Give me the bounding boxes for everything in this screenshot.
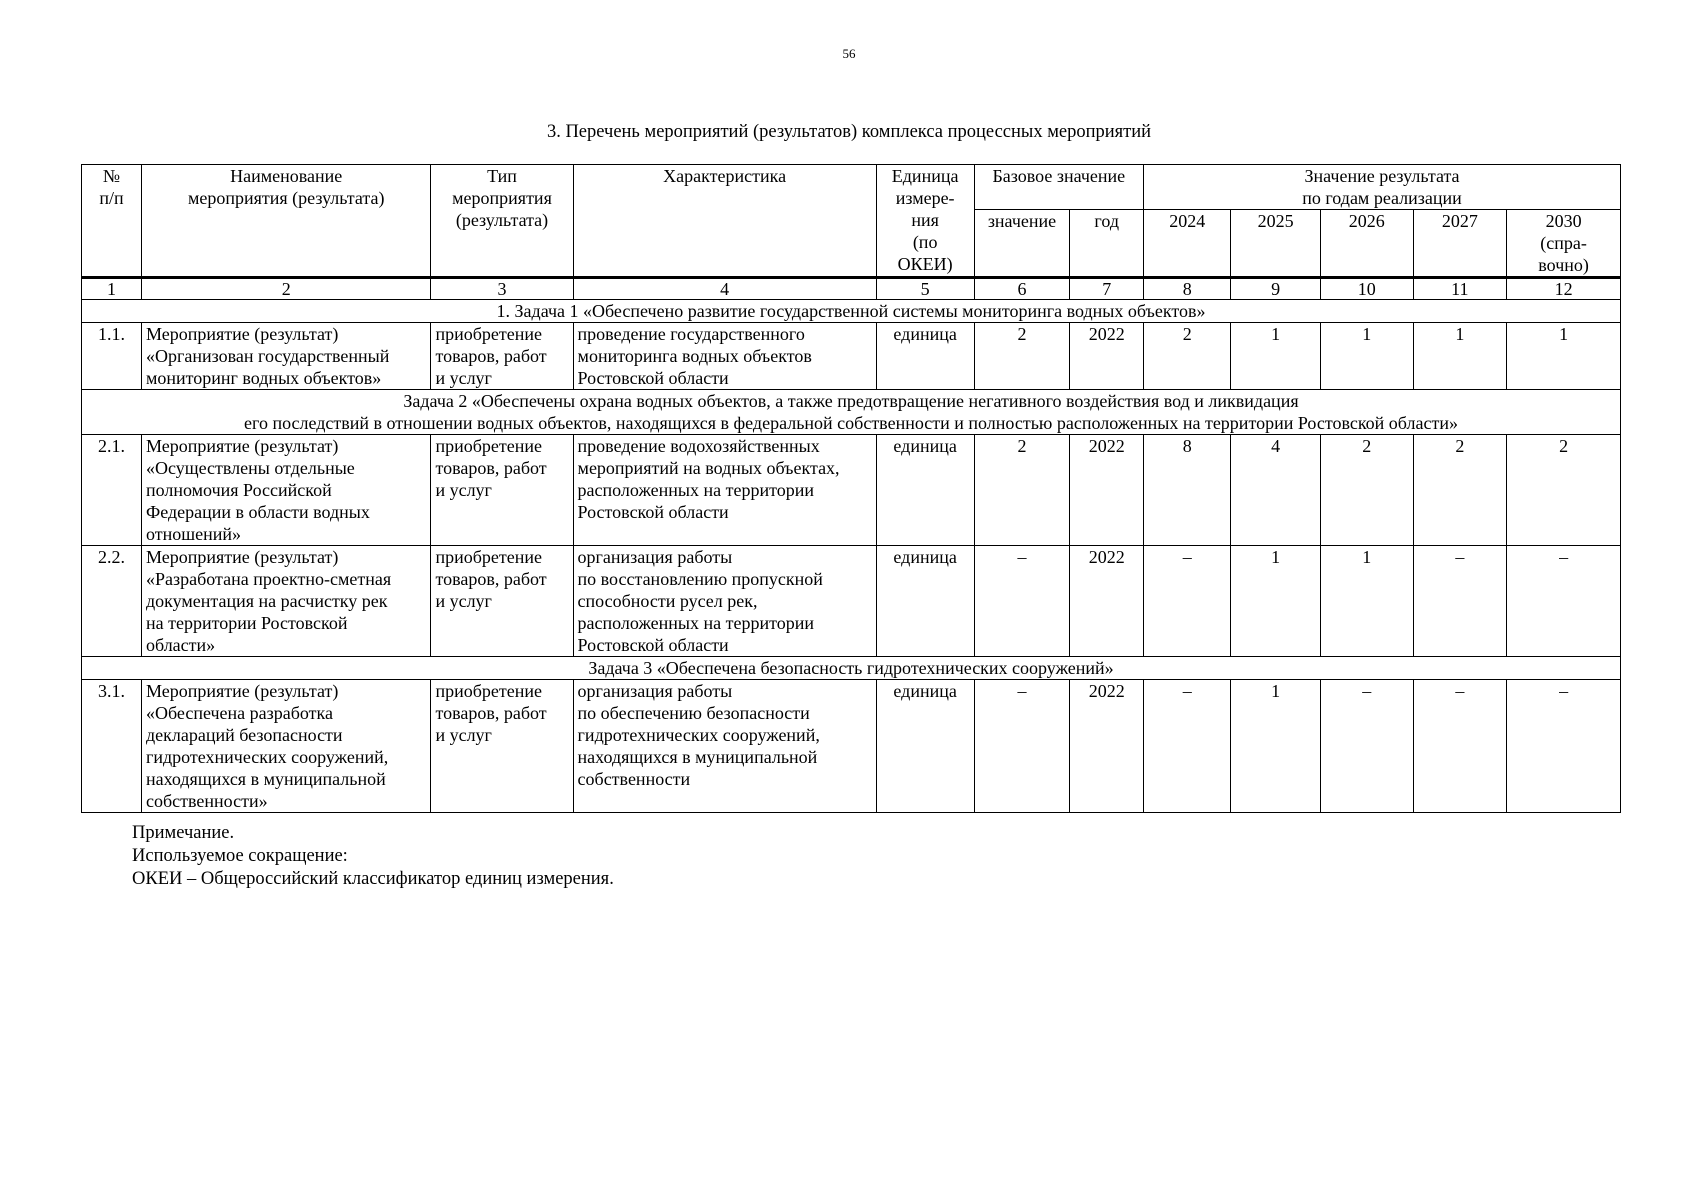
text-line: его последствий в отношении водных объектов, находящихся в федеральной собственности и полностью расположенных на территории Ростовской области» <box>244 413 1458 433</box>
text-line: товаров, работ <box>435 569 547 589</box>
column-number: 3 <box>431 278 573 300</box>
text-line: Мероприятие (результат) <box>145 681 339 701</box>
row-value-2027: – <box>1413 546 1507 657</box>
page-title: 3. Перечень мероприятий (результатов) комплекса процессных мероприятий <box>546 122 1152 142</box>
text-line: организация работы <box>577 681 733 701</box>
column-number: 5 <box>876 278 974 300</box>
row-base-year: 2022 <box>1070 546 1144 657</box>
row-base-value: 2 <box>974 323 1070 390</box>
row-num: 2.2. <box>82 546 142 657</box>
text-line: «Организован государственный <box>145 346 390 366</box>
text-line: мониторинг водных объектов» <box>145 368 382 388</box>
column-number: 10 <box>1320 278 1413 300</box>
header-year-2026: 2026 <box>1320 210 1413 278</box>
row-unit: единица <box>876 546 974 657</box>
text-line: мероприятия <box>452 188 552 208</box>
text-line: товаров, работ <box>435 458 547 478</box>
text-line: расположенных на территории <box>577 480 815 500</box>
text-line: Мероприятие (результат) <box>145 436 339 456</box>
text-line: организация работы <box>577 547 733 567</box>
text-line: Наименование <box>230 166 343 186</box>
text-line: ОКЕИ) <box>897 254 953 274</box>
row-base-value: – <box>974 680 1070 813</box>
header-type <box>431 165 573 278</box>
row-value-2024: 2 <box>1144 323 1231 390</box>
column-number: 12 <box>1507 278 1621 300</box>
column-number: 7 <box>1070 278 1144 300</box>
row-name <box>141 546 430 657</box>
text-line: «Разработана проектно-сметная <box>145 569 392 589</box>
row-value-2026: 1 <box>1320 546 1413 657</box>
text-line: Ростовской области <box>577 368 729 388</box>
row-value-2025: 1 <box>1231 680 1320 813</box>
text-line: приобретение <box>435 436 542 456</box>
text-line: гидротехнических сооружений, <box>145 747 389 767</box>
header-base: Базовое значение <box>974 165 1143 210</box>
text-line: Мероприятие (результат) <box>145 547 339 567</box>
text-line: мероприятия (результата) <box>187 188 385 208</box>
table-row <box>82 680 1621 813</box>
row-value-2026: – <box>1320 680 1413 813</box>
row-value-2025: 4 <box>1231 435 1320 546</box>
header-year-2024: 2024 <box>1144 210 1231 278</box>
text-line: (спра- <box>1540 233 1587 253</box>
row-unit: единица <box>876 323 974 390</box>
column-number: 11 <box>1413 278 1507 300</box>
row-value-2030: – <box>1507 680 1621 813</box>
header-year-2027: 2027 <box>1413 210 1507 278</box>
text-line: по обеспечению безопасности <box>577 703 810 723</box>
row-value-2030: 1 <box>1507 323 1621 390</box>
header-name <box>141 165 430 278</box>
text-line: гидротехнических сооружений, <box>577 725 820 745</box>
text-line: полномочия Российской <box>145 480 332 500</box>
text-line: приобретение <box>435 547 542 567</box>
text-line: № <box>102 166 121 186</box>
column-number: 1 <box>82 278 142 300</box>
text-line: товаров, работ <box>435 346 547 366</box>
text-line: способности русел рек, <box>577 591 758 611</box>
table-row <box>82 546 1621 657</box>
text-line: и услуг <box>435 368 492 388</box>
text-line: Значение результата <box>1304 166 1460 186</box>
row-value-2025: 1 <box>1231 323 1320 390</box>
text-line: находящихся в муниципальной <box>145 769 386 789</box>
row-name <box>141 680 430 813</box>
row-value-2027: 1 <box>1413 323 1507 390</box>
text-line: Задача 2 «Обеспечены охрана водных объектов, а также предотвращение негативного воздействия вод и ликвидация <box>403 391 1299 411</box>
text-line: по восстановлению пропускной <box>577 569 823 589</box>
header-year-2030 <box>1507 210 1621 278</box>
row-name <box>141 435 430 546</box>
row-characteristic <box>573 546 876 657</box>
text-line: проведение водохозяйственных <box>577 436 820 456</box>
table-row <box>82 323 1621 390</box>
text-line: измере- <box>895 188 955 208</box>
row-type <box>431 680 573 813</box>
column-numbers-row <box>82 278 1621 300</box>
row-base-value: 2 <box>974 435 1070 546</box>
task-2-row <box>82 390 1621 435</box>
task-2-heading <box>82 390 1621 435</box>
header-base-year: год <box>1070 210 1144 278</box>
row-num: 3.1. <box>82 680 142 813</box>
row-characteristic <box>573 680 876 813</box>
text-line: Федерации в области водных <box>145 502 370 522</box>
text-line: Ростовской области <box>577 502 729 522</box>
text-line: «Обеспечена разработка <box>145 703 334 723</box>
row-type <box>431 323 573 390</box>
header-year-2025: 2025 <box>1231 210 1320 278</box>
text-line: «Осуществлены отдельные <box>145 458 355 478</box>
row-value-2025: 1 <box>1231 546 1320 657</box>
page-number: 56 <box>842 46 856 61</box>
text-line: находящихся в муниципальной <box>577 747 818 767</box>
measures-table <box>81 164 1621 813</box>
footnote-line: Используемое сокращение: <box>132 846 348 866</box>
row-value-2024: 8 <box>1144 435 1231 546</box>
row-base-year: 2022 <box>1070 680 1144 813</box>
header-unit <box>876 165 974 278</box>
table-row <box>82 435 1621 546</box>
text-line: приобретение <box>435 681 542 701</box>
text-line: вочно) <box>1538 255 1589 275</box>
row-value-2027: – <box>1413 680 1507 813</box>
row-value-2026: 1 <box>1320 323 1413 390</box>
header-characteristic: Характеристика <box>573 165 876 278</box>
text-line: документация на расчистку рек <box>145 591 388 611</box>
column-number: 8 <box>1144 278 1231 300</box>
footnote-line: ОКЕИ – Общероссийский классификатор единиц измерения. <box>132 869 614 889</box>
text-line: (результата) <box>455 210 549 230</box>
text-line: (по <box>912 232 938 252</box>
row-num: 1.1. <box>82 323 142 390</box>
text-line: Мероприятие (результат) <box>145 324 339 344</box>
text-line: области» <box>145 635 216 655</box>
footnote-heading: Примечание. <box>132 823 235 843</box>
task-1-row <box>82 300 1621 323</box>
row-characteristic <box>573 435 876 546</box>
text-line: мониторинга водных объектов <box>577 346 812 366</box>
text-line: приобретение <box>435 324 542 344</box>
row-value-2024: – <box>1144 680 1231 813</box>
text-line: товаров, работ <box>435 703 547 723</box>
text-line: мероприятий на водных объектах, <box>577 458 840 478</box>
row-unit: единица <box>876 435 974 546</box>
text-line: расположенных на территории <box>577 613 815 633</box>
row-type <box>431 546 573 657</box>
row-base-value: – <box>974 546 1070 657</box>
text-line: на территории Ростовской <box>145 613 348 633</box>
text-line: и услуг <box>435 480 492 500</box>
row-value-2026: 2 <box>1320 435 1413 546</box>
text-line: проведение государственного <box>577 324 805 344</box>
task-3-heading: Задача 3 «Обеспечена безопасность гидротехнических сооружений» <box>82 657 1621 680</box>
row-base-year: 2022 <box>1070 435 1144 546</box>
text-line: отношений» <box>145 524 241 544</box>
text-line: ния <box>911 210 939 230</box>
row-unit: единица <box>876 680 974 813</box>
row-characteristic <box>573 323 876 390</box>
text-line: и услуг <box>435 591 492 611</box>
text-line: по годам реализации <box>1302 188 1462 208</box>
row-name <box>141 323 430 390</box>
header-result <box>1144 165 1621 210</box>
footnote <box>132 822 614 891</box>
task-1-heading: 1. Задача 1 «Обеспечено развитие государственной системы мониторинга водных объектов» <box>82 300 1621 323</box>
text-line: и услуг <box>435 725 492 745</box>
header-row-1 <box>82 165 1621 210</box>
text-line: Единица <box>891 166 959 186</box>
row-value-2030: 2 <box>1507 435 1621 546</box>
column-number: 9 <box>1231 278 1320 300</box>
row-num: 2.1. <box>82 435 142 546</box>
text-line: п/п <box>99 188 124 208</box>
task-3-row <box>82 657 1621 680</box>
text-line: деклараций безопасности <box>145 725 343 745</box>
header-base-value: значение <box>974 210 1070 278</box>
text-line: Ростовской области <box>577 635 729 655</box>
text-line: 2030 <box>1545 211 1582 231</box>
text-line: собственности <box>577 769 691 789</box>
text-line: собственности» <box>145 791 268 811</box>
row-base-year: 2022 <box>1070 323 1144 390</box>
row-value-2030: – <box>1507 546 1621 657</box>
text-line: Тип <box>487 166 517 186</box>
column-number: 6 <box>974 278 1070 300</box>
column-number: 4 <box>573 278 876 300</box>
row-value-2024: – <box>1144 546 1231 657</box>
row-type <box>431 435 573 546</box>
column-number: 2 <box>141 278 430 300</box>
row-value-2027: 2 <box>1413 435 1507 546</box>
header-num <box>82 165 142 278</box>
